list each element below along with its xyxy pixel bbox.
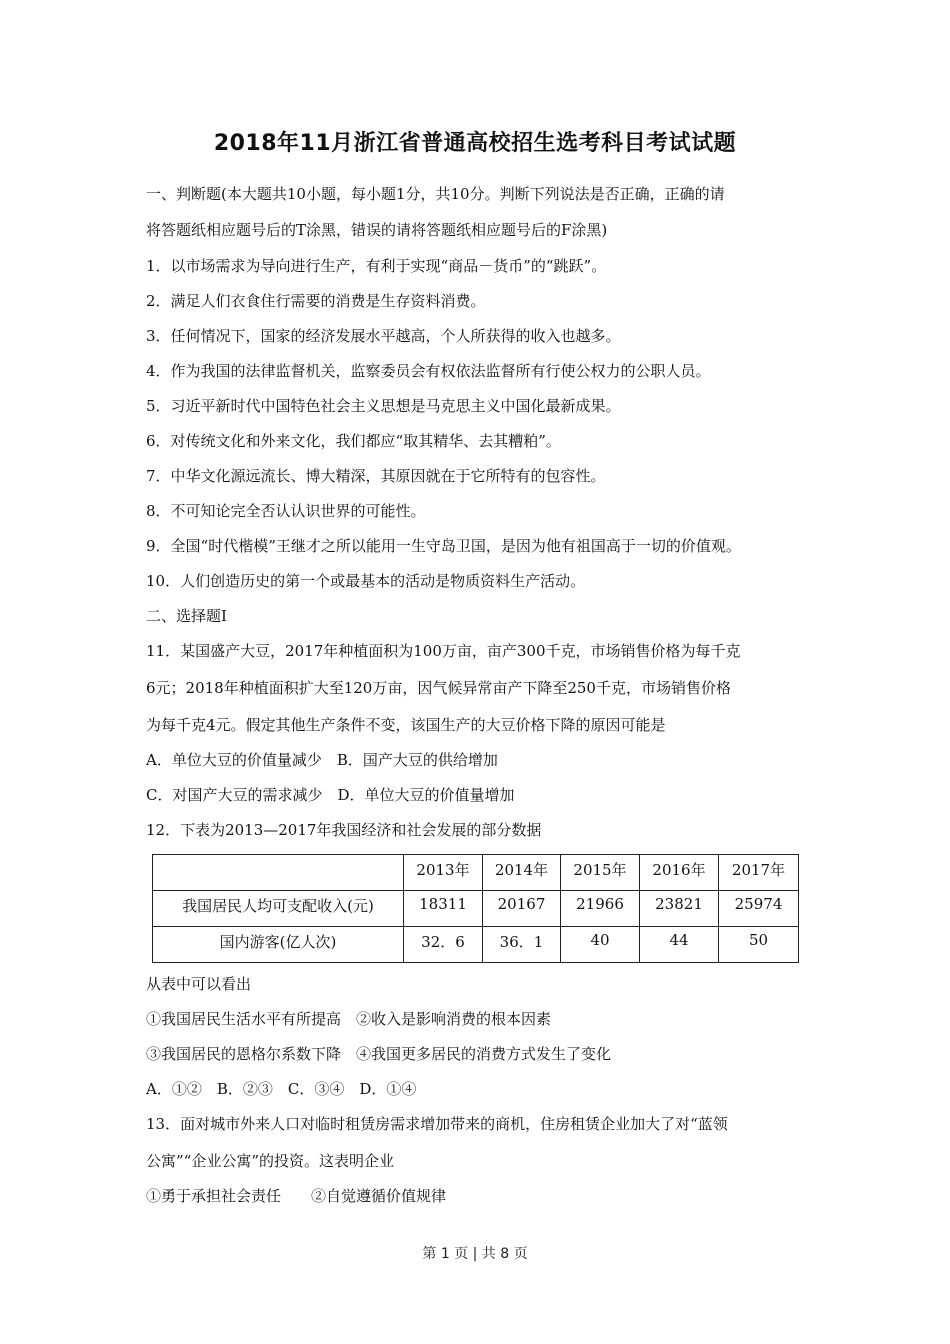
table-cell: 我国居民人均可支配收入(元) (153, 891, 404, 927)
question-11-line1: 11．某国盛产大豆，2017年种植面积为100万亩，亩产300千克，市场销售价格为每千克 (146, 642, 741, 660)
table-header-cell: 2014年 (483, 855, 561, 891)
table-header-row (153, 855, 799, 891)
question-12-stem: 12．下表为2013—2017年我国经济和社会发展的部分数据 (146, 821, 542, 839)
table-header-cell: 2017年 (719, 855, 799, 891)
question-11-options-cd: C．对国产大豆的需求减少 D．单位大豆的价值量增加 (146, 786, 515, 804)
question-8: 8．不可知论完全否认认识世界的可能性。 (146, 502, 426, 520)
question-9: 9．全国“时代楷模”王继才之所以能用一生守岛卫国，是因为他有祖国高于一切的价值观。 (146, 537, 741, 555)
table-cell: 44 (640, 927, 719, 963)
question-13-line2: 公寓”“企业公寓”的投资。这表明企业 (146, 1152, 395, 1170)
question-12-after-table: 从表中可以看出 (146, 975, 252, 993)
page-title: 2018年11月浙江省普通高校招生选考科目考试试题 (213, 131, 737, 156)
question-11-line3: 为每千克4元。假定其他生产条件不变，该国生产的大豆价格下降的原因可能是 (146, 716, 666, 734)
question-11-options-ab: A．单位大豆的价值量减少 B．国产大豆的供给增加 (146, 751, 498, 769)
table-header-cell (153, 855, 404, 891)
question-5: 5．习近平新时代中国特色社会主义思想是马克思主义中国化最新成果。 (146, 397, 621, 415)
table-header-cell: 2015年 (561, 855, 640, 891)
table-cell: 25974 (719, 891, 799, 927)
table-cell: 32．6 (404, 927, 483, 963)
section1-heading: 一、判断题(本大题共10小题，每小题1分，共10分。判断下列说法是否正确，正确的请 (146, 185, 725, 203)
table-cell: 21966 (561, 891, 640, 927)
page-footer: 第 1 页 | 共 8 页 (422, 1246, 528, 1262)
question-7: 7．中华文化源远流长、博大精深，其原因就在于它所特有的包容性。 (146, 467, 606, 485)
table-cell: 36．1 (483, 927, 561, 963)
data-table (152, 854, 799, 963)
table-cell: 23821 (640, 891, 719, 927)
table-cell: 20167 (483, 891, 561, 927)
question-12-statements-12: ①我国居民生活水平有所提高 ②收入是影响消费的根本因素 (146, 1010, 552, 1028)
question-13-line1: 13．面对城市外来人口对临时租赁房需求增加带来的商机，住房租赁企业加大了对“蓝领 (146, 1115, 728, 1133)
table-cell: 40 (561, 927, 640, 963)
question-11-line2: 6元；2018年种植面积扩大至120万亩，因气候异常亩产下降至250千克，市场销售价格 (146, 679, 731, 697)
section2-heading: 二、选择题Ⅰ (146, 607, 227, 625)
question-2: 2．满足人们衣食住行需要的消费是生存资料消费。 (146, 292, 486, 310)
section1-heading-cont: 将答题纸相应题号后的T涂黑，错误的请将答题纸相应题号后的F涂黑) (146, 221, 608, 239)
question-12-statements-34: ③我国居民的恩格尔系数下降 ④我国更多居民的消费方式发生了变化 (146, 1045, 612, 1063)
table-cell: 50 (719, 927, 799, 963)
question-1: 1．以市场需求为导向进行生产，有利于实现“商品－货币”的“跳跃”。 (146, 257, 607, 275)
question-6: 6．对传统文化和外来文化，我们都应“取其精华、去其糟粕”。 (146, 432, 561, 450)
question-13-statements-12: ①勇于承担社会责任 ②自觉遵循价值规律 (146, 1187, 447, 1205)
table-cell: 18311 (404, 891, 483, 927)
table-row (153, 927, 799, 963)
question-12-options: A．①② B．②③ C．③④ D．①④ (146, 1080, 417, 1098)
question-10: 10．人们创造历史的第一个或最基本的活动是物质资料生产活动。 (146, 572, 586, 590)
question-3: 3．任何情况下，国家的经济发展水平越高，个人所获得的收入也越多。 (146, 327, 621, 345)
table-row (153, 891, 799, 927)
table-header-cell: 2016年 (640, 855, 719, 891)
question-4: 4．作为我国的法律监督机关，监察委员会有权依法监督所有行使公权力的公职人员。 (146, 362, 711, 380)
table-header-cell: 2013年 (404, 855, 483, 891)
table-cell: 国内游客(亿人次) (153, 927, 404, 963)
